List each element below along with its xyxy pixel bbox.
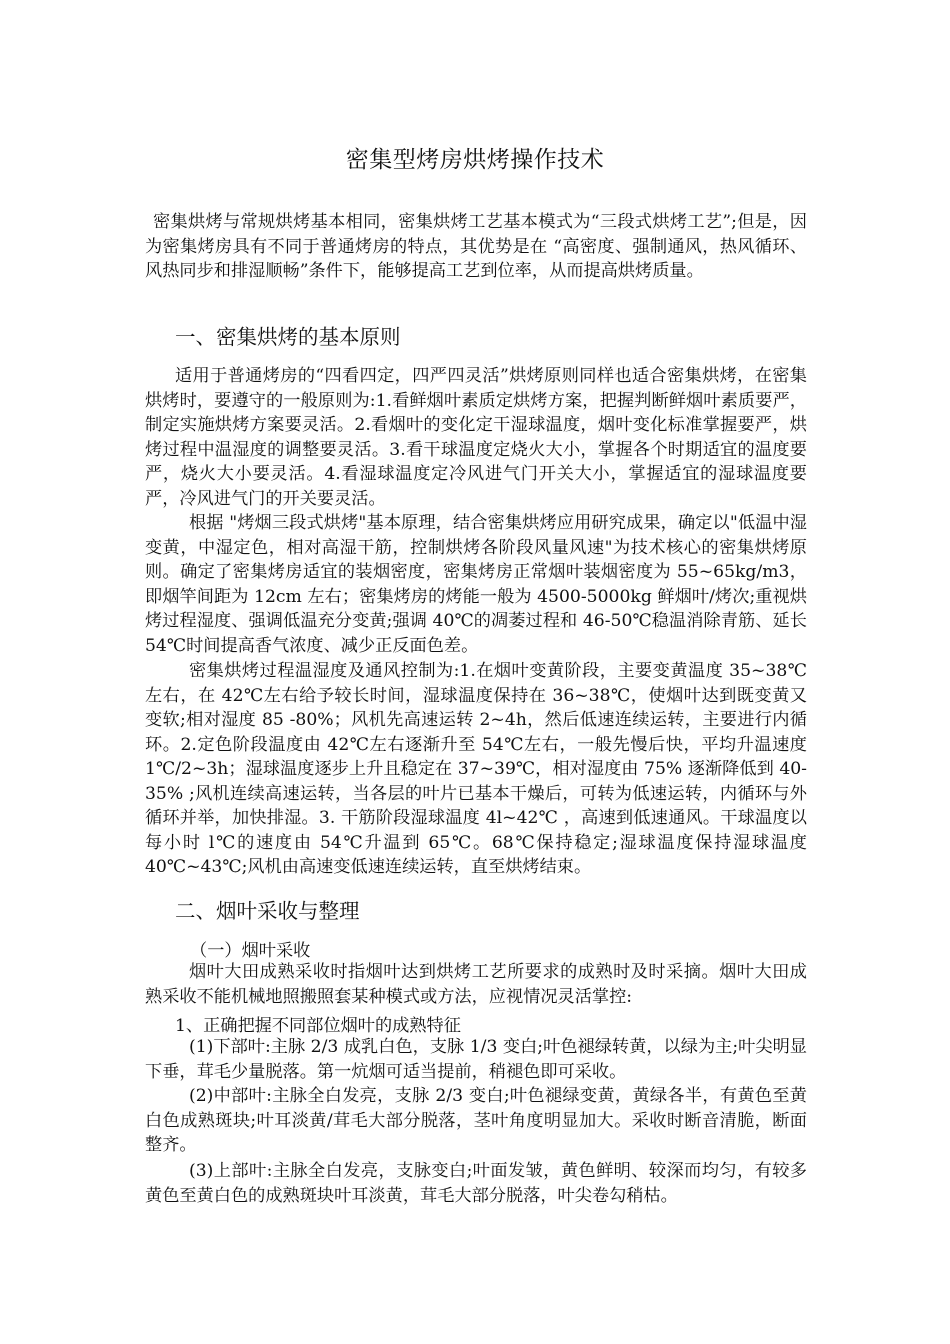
list-item-maturity-features: 1、正确把握不同部位烟叶的成熟特征 bbox=[175, 1016, 461, 1036]
section-1-heading: 一、密集烘烤的基本原则 bbox=[175, 325, 401, 349]
subsection-harvest-heading: （一）烟叶采收 bbox=[190, 941, 311, 961]
section-1-paragraph-three-stage: 根据 "烤烟三段式烘烤"基本原理，结合密集烘烤应用研究成果，确定以"低温中湿变黄，中湿定色，相对高湿干筋，控制烘烤各阶段风量风速"为技术核心的密集烘烤原则。确定了密集烤房适宜的装烟密度，密集烤房正常烟叶装烟密度为 55~65kg/m3，即烟竿间距为 12cm 左右；密集烤房的烤能一般为 4500-5000kg 鲜烟叶/烤次;重视烘烤过程湿度、强调低温充分变黄;强调 40℃的凋萎过程和 46-50℃稳温消除青筋、延长 54℃时间提高香气浓度、减少正反面色差。 bbox=[145, 513, 807, 656]
list-item-lower-leaf: (1)下部叶:主脉 2/3 成乳白色，支脉 1/3 变白;叶色褪绿转黄，以绿为主;叶尖明显下垂，茸毛少量脱落。第一炕烟可适当提前，稍褪色即可采收。 bbox=[145, 1037, 807, 1082]
list-item-upper-leaf: (3)上部叶:主脉全白发亮，支脉变白;叶面发皱，黄色鲜明、较深而均匀，有较多黄色至黄白色的成熟斑块叶耳淡黄，茸毛大部分脱落，叶尖卷勾稍枯。 bbox=[145, 1161, 807, 1206]
section-1-paragraph-principles: 适用于普通烤房的“四看四定，四严四灵活”烘烤原则同样也适合密集烘烤，在密集烘烤时，要遵守的一般原则为:1.看鲜烟叶素质定烘烤方案，把握判断鲜烟叶素质要严，制定实施烘烤方案要灵活。2.看烟叶的变化定干湿球温度，烟叶变化标准掌握要严，烘烤过程中温湿度的调整要灵活。3.看干球温度定烧火大小，掌握各个时期适宜的温度要严，烧火大小要灵活。4.看湿球温度定冷风进气门开关大小，掌握适宜的湿球温度要严，冷风进气门的开关要灵活。 bbox=[145, 366, 807, 509]
document-title: 密集型烤房烘烤操作技术 bbox=[345, 147, 605, 173]
section-2-heading: 二、烟叶采收与整理 bbox=[175, 899, 360, 923]
section-1-paragraph-control: 密集烘烤过程温湿度及通风控制为:1.在烟叶变黄阶段，主要变黄温度 35~38℃左右，在 42℃左右给予较长时间，湿球温度保持在 36~38℃，使烟叶达到既变黄又变软;相对湿度 85 -80%；风机先高速运转 2~4h，然后低速连续运转，主要进行内循环。2.定色阶段温度由 42℃左右逐渐升至 54℃左右，一般先慢后快，平均升温速度 1℃/2~3h；湿球温度逐步上升且稳定在 37~39℃，相对湿度由 75% 逐渐降低到 40-35% ;风机连续高速运转，当各层的叶片已基本干燥后，可转为低速运转，内循环与外循环并举，加快排湿。3. 干筋阶段湿球温度 4l~42℃ ，高速到低速通风。干球温度以每小时 l℃的速度由 54℃升温到 65℃。68℃保持稳定;湿球温度保持湿球温度 40℃~43℃;风机由高速变低速连续运转，直至烘烤结束。 bbox=[145, 661, 807, 877]
section-2-paragraph-harvest: 烟叶大田成熟采收时指烟叶达到烘烤工艺所要求的成熟时及时采摘。烟叶大田成熟采收不能机械地照搬照套某种模式或方法，应视情况灵活掌控: bbox=[145, 962, 807, 1007]
intro-paragraph: 密集烘烤与常规烘烤基本相同，密集烘烤工艺基本模式为“三段式烘烤工艺”;但是，因为密集烤房具有不同于普通烤房的特点，其优势是在 “高密度、强制通风，热风循环、风热同步和排湿顺畅”条件下，能够提高工艺到位率，从而提高烘烤质量。 bbox=[145, 212, 807, 281]
list-item-middle-leaf: (2)中部叶:主脉全白发亮，支脉 2/3 变白;叶色褪绿变黄，黄绿各半，有黄色至黄白色成熟斑块;叶耳淡黄/茸毛大部分脱落，茎叶角度明显加大。采收时断音清脆，断面整齐。 bbox=[145, 1086, 807, 1155]
